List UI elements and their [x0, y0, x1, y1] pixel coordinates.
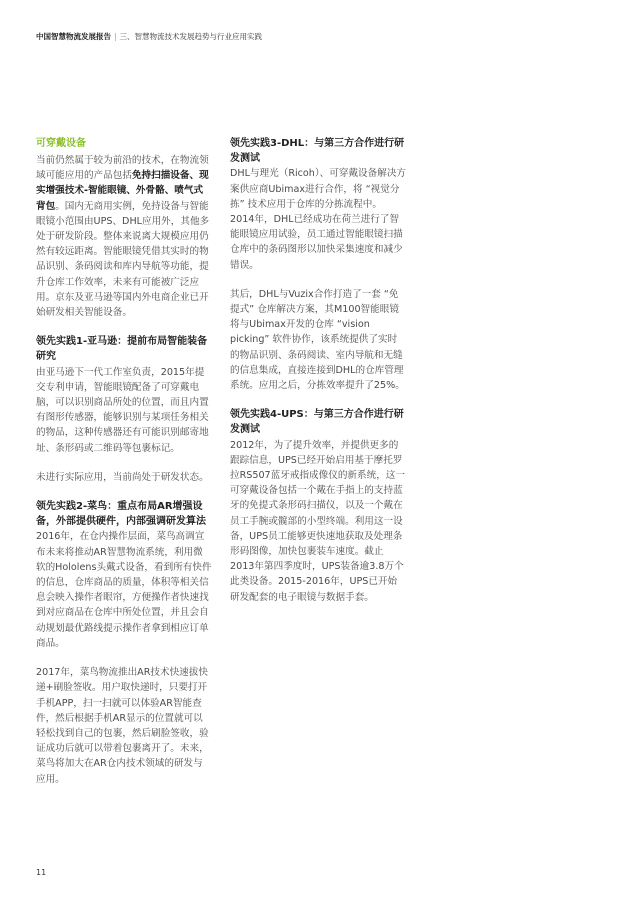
intro-highlight: 免持扫描设备、现实增强技术-智能眼镜、外骨骼、喷气式背包	[36, 170, 209, 212]
intro-paragraph	[36, 153, 212, 320]
intro-text: 当前仍然属于较为前沿的技术，在物流领域可能应用的产品包括	[36, 155, 209, 182]
section-title: 可穿戴设备	[36, 138, 86, 149]
left-column	[36, 136, 212, 801]
chapter-title: 三、智慧物流技术发展趋势与行业应用实践	[119, 32, 263, 41]
case2-heading: 领先实践2-菜鸟：重点布局AR增强设备，外部提供硬件，内部强调研发算法	[36, 501, 206, 528]
page-number: 11	[36, 868, 47, 877]
case3-heading: 领先实践3-DHL：与第三方合作进行研发测试	[230, 138, 405, 165]
case1-paragraph-2: 未进行实际应用，当前尚处于研发状态。	[36, 471, 209, 483]
page-header	[36, 31, 262, 42]
case4-paragraph-1: 2012年，为了提升效率，并提供更多的跟踪信息，UPS已经开始启用基于摩托罗拉RS507蓝牙戒指成像仪的新系统，这一可穿戴设备包括一个戴在手指上的支持蓝牙的免提式条形码扫描仪，以及一个戴在员工手腕或髋部的小型终端。利用这一设备，UPS员工能够更快速地获取及处理条形码图像，加快包裹装车速度。截止2013年第四季度时，UPS装备逾3.8万个此类设备。2015-2016年，UPS已开始研发配套的电子眼镜与数据手套。	[230, 439, 405, 603]
case3-paragraph-2: 其后，DHL与Vuzix合作打造了一套 “免提式” 仓库解决方案，其M100智能眼镜将与Ubimax开发的仓库 “vision picking” 软件协作，该系统提供了实时的物品识别、条码阅读、室内导航和无缝的信息集成，直接连接到DHL的仓库管理系统。应用之后，分拣效率提升了25%。	[230, 288, 405, 392]
case1-paragraph-1: 由亚马逊下一代工作室负责，2015年提交专利申请，智能眼镜配备了可穿戴电脑，可以识别商品所处的位置，而且内置有图形传感器，能够识别与某项任务相关的物品，这种传感器还有可能识别邮寄地址、条形码或二维码等包裹标记。	[36, 366, 209, 454]
header-separator: |	[114, 32, 117, 41]
case1-heading: 领先实践1-亚马逊：提前布局智能装备研究	[36, 336, 208, 363]
case4-heading: 领先实践4-UPS：与第三方合作进行研发测试	[230, 409, 404, 436]
right-column	[230, 136, 406, 619]
report-title: 中国智慧物流发展报告	[36, 32, 111, 41]
case2-paragraph-1: 2016年，在仓内操作层面，菜鸟高调宣布未来将推动AR智慧物流系统，利用微软的Hololens头戴式设备，看到所有快件的信息，仓库商品的质量，体积等相关信息会映入操作者眼帘，方便操作者快速找到对应商品在仓库中所处位置，并且会自动规划最优路线提示操作者拿到相应订单商品。	[36, 531, 212, 649]
case3-paragraph-1: DHL与理光（Ricoh）、可穿戴设备解决方案供应商Ubimax进行合作，将 “视觉分拣” 技术应用于仓库的分拣流程中。2014年，DHL已经成功在荷兰进行了智能眼镜应用试验，员工通过智能眼镜扫描仓库中的条码图形以加快采集速度和减少错误。	[230, 168, 407, 271]
case2-paragraph-2: 2017年，菜鸟物流推出AR技术快速拔快递+刷脸签收。用户取快递时，只要打开手机APP，扫一扫就可以体验AR智能查件，然后根据手机AR显示的位置就可以轻松找到自己的包裹，然后刷脸签收，验证成功后就可以带着包裹离开了。未来，菜鸟将加大在AR仓内技术领域的研发与应用。	[36, 667, 209, 785]
intro-text-cont: 。国内无商用实例，免持设备与智能眼镜小范围由UPS、DHL应用外，其他多处于研发阶段。整体来说离大规模应用仍然有较远距离。智能眼镜凭借其实时的物品识别、条码阅读和库内导航等功能，提升仓库工作效率，未来有可能被广泛应用。京东及亚马逊等国内外电商企业已开始研发相关智能设备。	[36, 200, 210, 319]
